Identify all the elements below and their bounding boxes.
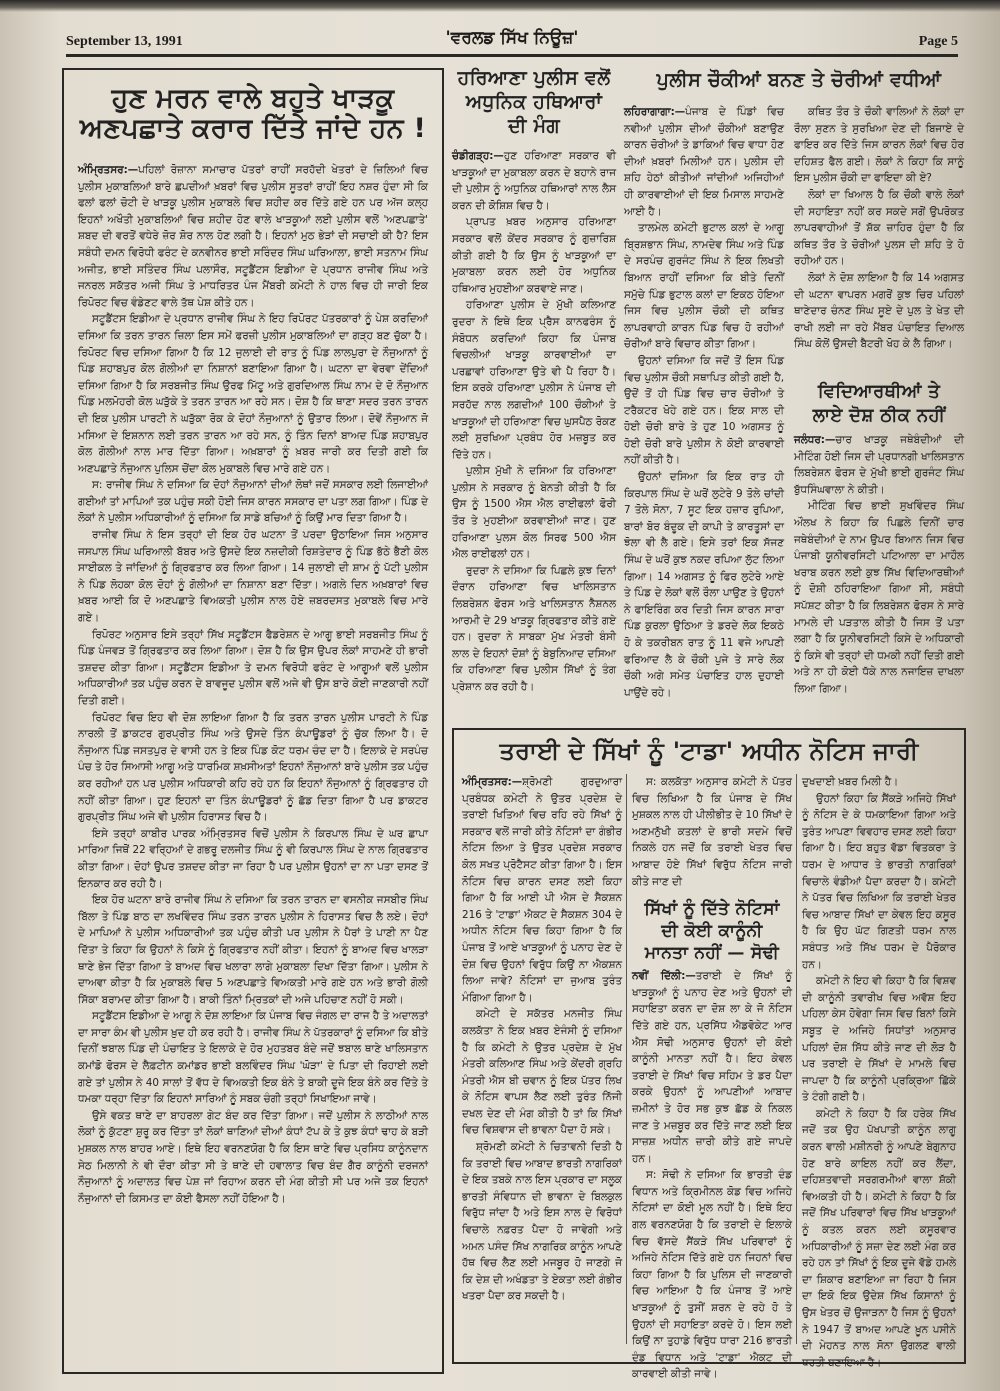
headline-line: ਲਾਏ ਦੋਸ਼ ਠੀਕ ਨਹੀਂ: [812, 405, 946, 426]
scan-edge: [0, 0, 1000, 12]
paragraph: ਪ੍ਰਾਪਤ ਖ਼ਬਰ ਅਨੁਸਾਰ ਹਰਿਆਣਾ ਸਰਕਾਰ ਵਲੋਂ ਕੇਂਦਰ ਸਰਕਾਰ ਨੂੰ ਗੁਜ਼ਾਰਿਸ਼ ਕੀਤੀ ਗਈ ਹੈ ਕਿ ਉਸ ਨੂੰ ਖਾੜਕੂਆਂ ਦਾ ਮੁਕਾਬਲਾ ਕਰਨ ਲਈ ਹੋਰ ਅਧੁਨਿਕ ਹਥਿਆਰ ਮੁਹਈਆ ਕਰਵਾਏ ਜਾਣ।: [452, 216, 616, 295]
police-posts-col1: [624, 104, 784, 699]
headline-line: ਦੀ ਮੰਗ: [508, 115, 560, 137]
paragraph: ਕਥਿਤ ਤੌਰ ਤੇ ਚੌਕੀ ਵਾਲਿਆਂ ਨੇ ਲੋਕਾਂ ਦਾ ਰੌਲਾ ਸੁਣਨ ਤੇ ਸੁਰਖਿਆ ਦੇਣ ਦੀ ਬਿਜਾਏ ਦੇ ਫਾਇਰ ਕਰ ਦਿੱਤੇ ਜਿਸ ਕਾਰਨ ਲੋਕਾਂ ਵਿਚ ਹੋਰ ਦਹਿਸ਼ਤ ਫੈਲ ਗਈ। ਲੋਕਾਂ ਨੇ ਕਿਹਾ ਕਿ ਸਾਨੂੰ ਇਸ ਪੁਲੀਸ ਚੌਕੀ ਦਾ ਫਾਇਦਾ ਕੀ ਏ?: [794, 106, 964, 185]
paragraph: ਰਾਜੀਵ ਸਿੰਘ ਨੇ ਇਸ ਤਰ੍ਹਾਂ ਦੀ ਇਕ ਹੋਰ ਘਟਨਾ ਤੋਂ ਪਰਦਾ ਉਠਾਇਆ ਜਿਸ ਅਨੁਸਾਰ ਜਸਪਾਲ ਸਿੰਘ ਘਰਿਆਲੀ ਬੱਬਰ ਅਤੇ ਉਸਦੇ ਇਕ ਨਜ਼ਦੀਕੀ ਰਿਸ਼ਤੇਦਾਰ ਨੂੰ ਪਿੰਡ ਭੱਠੇ ਭੈਣੀ ਕੋਲ ਸਾਈਕਲ ਤੇ ਜਾਂਦਿਆਂ ਨੂੰ ਗ੍ਰਿਫਤਾਰ ਕਰ ਲਿਆ ਗਿਆ। 14 ਜੁਲਾਈ ਦੀ ਸ਼ਾਮ ਨੂੰ ਪੱਟੀ ਪੁਲੀਸ ਨੇ ਪਿੰਡ ਲੋਹਕਾ ਕੋਲ ਦੋਹਾਂ ਨੂੰ ਗੋਲੀਆਂ ਦਾ ਨਿਸ਼ਾਨਾ ਬਣਾ ਦਿੱਤਾ। ਅਗਲੇ ਦਿਨ ਅਖ਼ਬਾਰਾਂ ਵਿਚ ਖ਼ਬਰ ਆਈ ਕਿ ਦੋ ਅਣਪਛਾਤੇ ਵਿਅਕਤੀ ਪੁਲੀਸ ਨਾਲ ਹੋਏ ਜ਼ਬਰਦਸਤ ਮੁਕਾਬਲੇ ਵਿਚ ਮਾਰੇ ਗਏ।: [78, 529, 428, 625]
masthead-rule: [66, 54, 958, 57]
paragraph: [794, 432, 964, 498]
column-divider: [626, 774, 627, 1344]
article-haryana: [452, 66, 616, 726]
headline-line: ਅਣਪਛਾਤੇ ਕਰਾਰ ਦਿੱਤੇ ਜਾਂਦੇ ਹਨ !: [79, 113, 427, 145]
article-students-body: [794, 432, 964, 698]
paragraph: ਉਹਨਾਂ ਕਿਹਾ ਕਿ ਸੈਂਕੜੇ ਅਜਿਹੇ ਸਿੱਖਾਂ ਨੂੰ ਨੋਟਿਸ ਦੇ ਕੇ ਧਮਕਾਇਆ ਗਿਆ ਅਤੇ ਤੁਰੰਤ ਆਪਣਾ ਵਿਵਹਾਰ ਦਸਣ ਲਈ ਕਿਹਾ ਗਿਆ ਹੈ। ਇਹ ਬਹੁਤ ਵੱਡਾ ਵਿਤਕਰਾ ਤੇ ਧਰਮ ਦੇ ਆਧਾਰ ਤੇ ਭਾਰਤੀ ਨਾਗਰਿਕਾਂ ਵਿਚਾਲੇ ਵੰਡੀਆਂ ਪੈਦਾ ਕਰਦਾ ਹੈ। ਕਮੇਟੀ ਨੇ ਪੱਤਰ ਵਿਚ ਲਿਖਿਆ ਕਿ ਤਰਾਈ ਖੇਤਰ ਵਿਚ ਆਬਾਦ ਸਿੱਖਾਂ ਦਾ ਕੇਵਲ ਇਹ ਕਸੂਰ ਹੈ ਕਿ ਉਹ ਘੱਟ ਗਿਣਤੀ ਧਰਮ ਨਾਲ ਸਬੰਧਤ ਅਤੇ ਸਿੱਖ ਧਰਮ ਦੇ ਪੈਰੋਕਾਰ ਹਨ।: [802, 792, 956, 971]
paragraph: ਉਸੇ ਵਕਤ ਥਾਣੇ ਦਾ ਬਾਹਰਲਾ ਗੇਟ ਬੰਦ ਕਰ ਦਿੱਤਾ ਗਿਆ। ਜਦੋਂ ਪੁਲੀਸ ਨੇ ਲਾਠੀਆਂ ਨਾਲ ਲੋਕਾਂ ਨੂੰ ਕੁੱਟਣਾ ਸ਼ੁਰੂ ਕਰ ਦਿੱਤਾ ਤਾਂ ਲੋਕਾਂ ਥਾਣਿਆਂ ਦੀਆਂ ਕੰਧਾਂ ਟੱਪ ਕੇ ਤੇ ਕੁਝ ਕੰਧਾਂ ਢਾਹ ਕੇ ਬੜੀ ਮੁਸ਼ਕਲ ਨਾਲ ਬਾਹਰ ਆਏ। ਇਥੇ ਇਹ ਵਰਨਣਯੋਗ ਹੈ ਕਿ ਇਸ ਥਾਣੇ ਵਿਚ ਪ੍ਰਸਿਧ ਕਾਨੂੰਨਦਾਨ ਸੇਠ ਮਿਲਾਨੀ ਨੇ ਵੀ ਦੌਰਾ ਕੀਤਾ ਸੀ ਤੇ ਥਾਣੇ ਦੀ ਹਵਾਲਾਤ ਵਿਚ ਬੰਦ ਗੈਰ ਕਾਨੂੰਨੀ ਦਰਜਨਾਂ ਨੌਜੁਆਨਾਂ ਨੂੰ ਅਦਾਲਤ ਵਿਚ ਪੇਸ਼ ਜਾਂ ਰਿਹਾਅ ਕਰਨ ਦੀ ਮੰਗ ਕੀਤੀ ਸੀ ਪਰ ਅਜੇ ਤਕ ਇਹਨਾਂ ਨੌਜੁਆਨਾਂ ਦੀ ਕਿਸਮਤ ਦਾ ਕੋਈ ਫੈਸਲਾ ਨਹੀਂ ਹੋਇਆ ਹੈ।: [78, 1109, 428, 1205]
paragraph: ਉਹਨਾਂ ਦਸਿਆ ਕਿ ਜਦੋਂ ਤੋਂ ਇਸ ਪਿੰਡ ਵਿਚ ਪੁਲੀਸ ਚੌਕੀ ਸਥਾਪਿਤ ਕੀਤੀ ਗਈ ਹੈ, ਉਦੋਂ ਤੋਂ ਹੀ ਪਿੰਡ ਵਿਚ ਚਾਰ ਚੋਰੀਆਂ ਤੇ ਟਰੈਕਟਰ ਖੋਹੇ ਗਏ ਹਨ। ਇਕ ਸਾਲ ਦੀ ਹੋਈ ਚੋਰੀ ਬਾਰੇ ਤੇ ਹੁਣ 10 ਅਗਸਤ ਨੂੰ ਹੋਈ ਚੋਰੀ ਬਾਰੇ ਪੁਲੀਸ ਨੇ ਕੋਈ ਕਾਰਵਾਈ ਨਹੀਂ ਕੀਤੀ ਹੈ।: [624, 354, 784, 467]
headline-line: ਸਿੱਖਾਂ ਨੂੰ ਦਿੱਤੇ ਨੋਟਿਸਾਂ: [644, 899, 780, 920]
paragraph: ਲੋਕਾਂ ਦਾ ਖਿਆਲ ਹੈ ਕਿ ਚੌਕੀ ਵਾਲੇ ਲੋਕਾਂ ਦੀ ਸਹਾਇਤਾ ਨਹੀਂ ਕਰ ਸਕਦੇ ਸਗੋਂ ਉਪਰੋਕਤ ਲਾਪਰਵਾਹੀਆਂ ਤੋਂ ਸ਼ੱਕ ਜ਼ਾਹਿਰ ਹੁੰਦਾ ਹੈ ਕਿ ਕਥਿਤ ਤੌਰ ਤੇ ਚੋਰੀਆਂ ਪੁਲਸ ਦੀ ਸ਼ਹਿ ਤੇ ਹੋ ਰਹੀਆਂ ਹਨ।: [794, 188, 964, 268]
article-main-body: [78, 162, 428, 1362]
paragraph: [624, 104, 784, 220]
paragraph: ਹਰਿਆਣਾ ਪੁਲੀਸ ਦੇ ਮੁੱਖੀ ਕਲਿਆਣ ਰੁਦਰਾ ਨੇ ਇਥੇ ਇਕ ਪ੍ਰੈਸ ਕਾਨਫਰੰਸ ਨੂੰ ਸੰਬੋਧਨ ਕਰਦਿਆਂ ਕਿਹਾ ਕਿ ਪੰਜਾਬ ਵਿਚਲੀਆਂ ਖਾੜਕੂ ਕਾਰਵਾਈਆਂ ਦਾ ਪਰਛਾਵਾਂ ਹਰਿਆਣਾ ਉਤੇ ਵੀ ਪੈ ਰਿਹਾ ਹੈ। ਇਸ ਕਰਕੇ ਹਰਿਆਣਾ ਪੁਲੀਸ ਨੇ ਪੰਜਾਬ ਦੀ ਸਰਹੱਦ ਨਾਲ ਲਗਦੀਆਂ 100 ਚੌਕੀਆਂ ਤੇ ਖਾੜਕੂਆਂ ਦੀ ਹਰਿਆਣਾ ਵਿਚ ਘੁਸਪੈਠ ਰੋਕਣ ਲਈ ਸੁਰਖਿਆ ਪ੍ਰਬੰਧ ਹੋਰ ਮਜ਼ਬੂਤ ਕਰ ਦਿੱਤੇ ਹਨ।: [452, 299, 616, 461]
headline-tada: ਤਰਾਈ ਦੇ ਸਿੱਖਾਂ ਨੂੰ 'ਟਾਡਾ' ਅਧੀਨ ਨੋਟਿਸ ਜਾਰੀ: [499, 737, 919, 765]
paragraph: ਸ਼੍ਰੋਮਣੀ ਕਮੇਟੀ ਨੇ ਚਿਤਾਵਨੀ ਦਿਤੀ ਹੈ ਕਿ ਤਰਾਈ ਵਿਚ ਆਬਾਦ ਭਾਰਤੀ ਨਾਗਰਿਕਾਂ ਦੇ ਇਕ ਤਬਕੇ ਨਾਲ ਇਸ ਪ੍ਰਕਾਰ ਦਾ ਸਲੂਕ ਭਾਰਤੀ ਸੰਵਿਧਾਨ ਦੀ ਭਾਵਨਾ ਦੇ ਬਿਲਕੁਲ ਵਿਰੁੱਧ ਜਾਂਦਾ ਹੈ ਅਤੇ ਇਸ ਨਾਲ ਦੇ ਵਿਰੋਧਾਂ ਵਿਚਾਲੇ ਨਫ਼ਰਤ ਪੈਦਾ ਹੋ ਜਾਵੇਗੀ ਅਤੇ ਅਮਨ ਪਸੰਦ ਸਿੱਖ ਨਾਗਰਿਕ ਕਾਨੂੰਨ ਆਪਣੇ ਹੱਥ ਵਿਚ ਲੈਣ ਲਈ ਮਜਬੂਰ ਹੋ ਜਾਣਗੇ ਜੋ ਕਿ ਦੇਸ਼ ਦੀ ਅਖੰਡਤਾ ਤੇ ਏਕਤਾ ਲਈ ਗੰਭੀਰ ਖਤਰਾ ਪੈਦਾ ਕਰ ਸਕਦੀ ਹੈ।: [462, 1141, 622, 1303]
paragraph: ਰਿਪੋਰਟ ਵਿਚ ਇਹ ਵੀ ਦੋਸ਼ ਲਾਇਆ ਗਿਆ ਹੈ ਕਿ ਤਰਨ ਤਾਰਨ ਪੁਲੀਸ ਪਾਰਟੀ ਨੇ ਪਿੰਡ ਨਾਰਲੀ ਤੋਂ ਡਾਕਟਰ ਗੁਰਪ੍ਰੀਤ ਸਿੰਘ ਅਤੇ ਉਸਦੇ ਤਿੰਨ ਕੰਪਾਊਡਰਾਂ ਨੂੰ ਚੁੱਕ ਲਿਆ ਹੈ। ਦੋ ਨੌਜੁਆਨ ਪਿੰਡ ਜਸਤਪੁਰ ਦੇ ਵਾਸੀ ਹਨ ਤੇ ਇਕ ਪਿੰਡ ਕੋਟ ਧਰਮ ਚੰਦ ਦਾ ਹੈ। ਇਲਾਕੇ ਦੇ ਸਰਪੰਚ ਪੰਚ ਤੇ ਹੋਰ ਸਿਆਸੀ ਆਗੂ ਅਤੇ ਧਾਰਮਿਕ ਸ਼ਖ਼ਸੀਅਤਾਂ ਇਹਨਾਂ ਨੌਜੁਆਨਾਂ ਬਾਰੇ ਪੁਲੀਸ ਤਕ ਪਹੁੰਚ ਕਰ ਰਹੀਆਂ ਹਨ ਪਰ ਪੁਲੀਸ ਅਧਿਕਾਰੀ ਕਹਿ ਰਹੇ ਹਨ ਕਿ ਇਹਨਾਂ ਨੌਜੁਆਨਾਂ ਨੂੰ ਗ੍ਰਿਫਤਾਰ ਹੀ ਨਹੀਂ ਕੀਤਾ ਗਿਆ। ਹੁਣ ਇਹਨਾਂ ਦਾ ਤਿੰਨ ਕੰਪਾਊਡਰਾਂ ਨੂੰ ਛੱਡ ਦਿਤਾ ਗਿਆ ਹੈ ਪਰ ਡਾਕਟਰ ਗੁਰਪ੍ਰੀਤ ਸਿੰਘ ਅਜੇ ਵੀ ਪੁਲੀਸ ਹਿਰਾਸਤ ਵਿਚ ਹੈ।: [78, 711, 428, 824]
article-main: [62, 68, 444, 1374]
headline-students: [794, 380, 964, 428]
headline-sodhi: [632, 898, 792, 964]
dateline: ਜਲੰਧਰ:—: [794, 434, 836, 446]
masthead: [66, 28, 958, 50]
paragraph: ਤਾਲਮੇਲ ਕਮੇਟੀ ਭੁਟਾਲ ਕਲਾਂ ਦੇ ਆਗੂ ਬ੍ਰਿਸ਼ਭਾਨ ਸਿੰਘ, ਨਾਮਦੇਵ ਸਿੰਘ ਅਤੇ ਪਿੰਡ ਦੇ ਸਰਪੰਚ ਗੁਰਜੰਟ ਸਿੰਘ ਨੇ ਇਕ ਲਿਖਤੀ ਬਿਆਨ ਰਾਹੀਂ ਦਸਿਆ ਕਿ ਬੀਤੇ ਦਿਨੀਂ ਸਮੁੱਚੇ ਪਿੰਡ ਭੁਟਾਲ ਕਲਾਂ ਦਾ ਇਕਠ ਹੋਇਆ ਜਿਸ ਵਿਚ ਪੁਲੀਸ ਚੌਕੀ ਦੀ ਕਥਿਤ ਲਾਪਰਵਾਹੀ ਕਾਰਨ ਪਿੰਡ ਵਿਚ ਹੋ ਰਹੀਆਂ ਚੋਰੀਆਂ ਬਾਰੇ ਵਿਚਾਰ ਕੀਤਾ ਗਿਆ।: [624, 222, 784, 351]
headline-line: ਹਰਿਆਣਾ ਪੁਲੀਸ ਵਲੋਂ: [457, 67, 611, 89]
dateline: ਲਹਿਰਾਗਾਗਾ:—: [624, 106, 686, 118]
article-tada: [452, 728, 966, 1381]
newspaper-title: 'ਵਰਲਡ ਸਿੱਖ ਨਿਊਜ਼': [445, 28, 579, 48]
paragraph: ਰਿਪੋਰਟ ਅਨੁਸਾਰ ਇਸੇ ਤਰ੍ਹਾਂ ਸਿੱਖ ਸਟੂਡੈਂਟਸ ਫੈਡਰੇਸ਼ਨ ਦੇ ਆਗੂ ਭਾਈ ਸਰਬਜੀਤ ਸਿੰਘ ਨੂੰ ਪਿੰਡ ਪੰਜਵੜ ਤੋਂ ਗ੍ਰਿਫਤਾਰ ਕਰ ਲਿਆ ਗਿਆ। ਦੋਸ਼ ਹੈ ਕਿ ਉਸ ਉਪਰ ਲੋਕਾਂ ਸਾਹਮਣੇ ਹੀ ਭਾਰੀ ਤਸ਼ਦਦ ਕੀਤਾ ਗਿਆ। ਸਟੂਡੈਂਟਸ ਇਡੀਆ ਤੇ ਦਮਨ ਵਿਰੋਧੀ ਫਰੰਟ ਦੇ ਆਗੂਆਂ ਵਲੋਂ ਪੁਲੀਸ ਅਧਿਕਾਰੀਆਂ ਤਕ ਪਹੁੰਚ ਕਰਨ ਦੇ ਬਾਵਜੂਦ ਪੁਲੀਸ ਵਲੋਂ ਅਜੇ ਵੀ ਉਸ ਬਾਰੇ ਕੋਈ ਜਾਣਕਾਰੀ ਨਹੀਂ ਦਿਤੀ ਗਈ।: [78, 628, 428, 707]
dateline: ਚੰਡੀਗੜ੍ਹ:—: [452, 150, 504, 162]
paragraph: ਪੁਲੀਸ ਮੁੱਖੀ ਨੇ ਦਸਿਆ ਕਿ ਹਰਿਆਣਾ ਪੁਲੀਸ ਨੇ ਸਰਕਾਰ ਨੂੰ ਬੇਨਤੀ ਕੀਤੀ ਹੈ ਕਿ ਉਸ ਨੂੰ 1500 ਐਸ ਐਲ ਰਾਈਫਲਾਂ ਫੋਰੀ ਤੌਰ ਤੇ ਮੁਹਈਆ ਕਰਵਾਈਆਂ ਜਾਣ। ਹੁਣ ਹਰਿਆਣਾ ਪੁਲਸ ਕੋਲ ਸਿਰਫ 500 ਐਸ ਐਲ ਰਾਈਫਲਾਂ ਹਨ।: [452, 465, 616, 561]
paragraph: ਕਮੇਟੀ ਨੇ ਕਿਹਾ ਹੈ ਕਿ ਹਰੇਕ ਸਿੱਖ ਜਦੋਂ ਤਕ ਉਹ ਪੱਖਪਾਤੀ ਕਾਨੂੰਨ ਲਾਗੂ ਕਰਨ ਵਾਲੀ ਮਸ਼ੀਨਰੀ ਨੂੰ ਆਪਣੇ ਬੇਗੁਨਾਹ ਹੋਣ ਬਾਰੇ ਕਾਇਲ ਨਹੀਂ ਕਰ ਲੈਂਦਾ, ਦਹਿਸ਼ਤਵਾਦੀ ਸਰਗਰਮੀਆਂ ਵਾਲਾ ਸ਼ੱਕੀ ਵਿਅਕਤੀ ਹੀ ਹੈ। ਕਮੇਟੀ ਨੇ ਕਿਹਾ ਹੈ ਕਿ ਜਦੋਂ ਸਿੱਖ ਪਰਿਵਾਰਾਂ ਵਿਚ ਸਿੱਖ ਖਾੜਕੂਆਂ ਨੂੰ ਕਤਲ ਕਰਨ ਲਈ ਕਸੂਰਵਾਰ ਅਧਿਕਾਰੀਆਂ ਨੂੰ ਸਜ਼ਾ ਦੇਣ ਲਈ ਮੰਗ ਕਰ ਰਹੇ ਹਨ ਤਾਂ ਸਿੱਖਾਂ ਨੂੰ ਇਕ ਦੂਜੇ ਵੱਡੇ ਹਮਲੇ ਦਾ ਸ਼ਿਕਾਰ ਬਣਾਇਆ ਜਾ ਰਿਹਾ ਹੈ ਜਿਸ ਦਾ ਇਕੋ ਇਕ ਉਦੇਸ਼ ਸਿੱਖ ਕਿਸਾਨਾਂ ਨੂੰ ਉਸ ਖੇਤਰ ਚੋਂ ਉਜਾੜਨਾ ਹੈ ਜਿਸ ਨੂੰ ਉਹਨਾਂ ਨੇ 1947 ਤੋਂ ਬਾਅਦ ਆਪਣੇ ਖ਼ੂਨ ਪਸੀਨੇ ਦੀ ਮੇਹਨਤ ਨਾਲ ਸੋਨਾ ਉਗਲਣ ਵਾਲੀ ਧਰਤੀ ਬਣਾਇਆ ਹੈ।: [802, 1107, 956, 1369]
paragraph: ਉਹਨਾਂ ਦਸਿਆ ਕਿ ਇਕ ਰਾਤ ਹੀ ਕਿਰਪਾਲ ਸਿੰਘ ਦੇ ਘਰੋਂ ਲੁਟੇਰੇ 9 ਤੋਲੇ ਚਾਂਦੀ 7 ਤੋਲੇ ਸੋਨਾ, 7 ਸੂਟ ਇਕ ਹਜ਼ਾਰ ਰੁਪਿਆ, ਬਾਰਾਂ ਬੋਰ ਬੰਦੂਕ ਦੀ ਕਾਪੀ ਤੇ ਕਾਰਤੂਸਾਂ ਦਾ ਝੋਲਾ ਵੀ ਲੈ ਗਏ। ਇਸੇ ਤਰਾਂ ਇਕ ਸੱਜਣ ਸਿੰਘ ਦੇ ਘਰੋਂ ਕੁਝ ਨਕਦ ਰਪਿਆ ਲੁੱਟ ਲਿਆ ਗਿਆ। 14 ਅਗਸਤ ਨੂੰ ਫਿਰ ਲੁਟੇਰੇ ਆਏ ਤੇ ਪਿੰਡ ਦੇ ਲੋਕਾਂ ਵਲੋਂ ਰੌਲਾ ਪਾਉਣ ਤੇ ਉਹਨਾਂ ਨੇ ਫਾਇਰਿੰਗ ਕਰ ਦਿਤੀ ਜਿਸ ਕਾਰਨ ਸਾਰਾ ਪਿੰਡ ਕੁਰਲਾ ਉਠਿਆ ਤੇ ਡਰਦੇ ਲੋਕ ਇਕਠੇ ਹੋ ਕੇ ਤਕਰੀਬਨ ਰਾਤ ਨੂੰ 11 ਵਜੇ ਆਪਣੀ ਫਰਿਆਦ ਲੈ ਕੇ ਚੌਕੀ ਪੁਜੇ ਤੇ ਸਾਰੇ ਲੋਕ ਚੌਕੀ ਅਗੇ ਸਮੇਤ ਪੰਚਾਇਤ ਹਾਲ ਦੁਹਾਈ ਪਾਉਂਦੇ ਰਹੇ।: [624, 471, 784, 699]
headline-haryana: [452, 66, 616, 138]
paragraph: [462, 774, 622, 1006]
headline-line: ਦੀ ਕੋਈ ਕਾਨੂੰਨੀ: [661, 921, 763, 942]
column-divider: [796, 774, 797, 1344]
dateline: ਅੰਮ੍ਰਿਤਸਰ:—: [462, 776, 523, 788]
dateline: ਨਵੀਂ ਦਿੱਲੀ:—: [632, 970, 696, 983]
paragraph: [78, 162, 428, 311]
paragraph-text: ਸ਼੍ਰੋਮਣੀ ਗੁਰਦੁਆਰਾ ਪ੍ਰਬੰਧਕ ਕਮੇਟੀ ਨੇ ਉਤਰ ਪ੍ਰਦੇਸ਼ ਦੇ ਤਰਾਈ ਖਿਤਿਆਂ ਵਿਚ ਰਹਿ ਰਹੇ ਸਿੱਖਾਂ ਨੂੰ ਸਰਕਾਰ ਵਲੋਂ ਜਾਰੀ ਕੀਤੇ ਨੋਟਿਸਾਂ ਦਾ ਗੰਭੀਰ ਨੋਟਿਸ ਲਿਆ ਤੇ ਉਤਰ ਪ੍ਰਦੇਸ਼ ਸਰਕਾਰ ਕੋਲ ਸਖਤ ਪ੍ਰੋਟੈਸਟ ਕੀਤਾ ਗਿਆ ਹੈ। ਇਸ ਨੋਟਿਸ ਵਿਚ ਕਾਰਨ ਦਸਣ ਲਈ ਕਿਹਾ ਗਿਆ ਹੈ ਕਿ ਆਈ ਪੀ ਐਸ ਦੇ ਸੈਕਸ਼ਨ 216 ਤੇ 'ਟਾਡਾ' ਐਕਟ ਦੇ ਸੈਕਸ਼ਨ 304 ਦੇ ਅਧੀਨ ਨੋਟਿਸ ਵਿਚ ਕਿਹਾ ਗਿਆ ਹੈ ਕਿ ਪੰਜਾਬ ਤੋਂ ਆਏ ਖਾੜਕੂਆਂ ਨੂੰ ਪਨਾਹ ਦੇਣ ਦੇ ਦੋਸ਼ ਵਿਚ ਉਹਨਾਂ ਵਿਰੁੱਧ ਕਿਉਂ ਨਾ ਐਕਸ਼ਨ ਲਿਆ ਜਾਵੇ? ਨੋਟਿਸਾਂ ਦਾ ਜੁਆਬ ਤੁਰੰਤ ਮੰਗਿਆ ਗਿਆ ਹੈ।: [462, 776, 622, 1004]
paragraph: ਦੁਖਦਾਈ ਖ਼ਬਰ ਮਿਲੀ ਹੈ।: [802, 776, 899, 788]
dateline: ਅੰਮ੍ਰਿਤਸਰ:—: [78, 164, 139, 176]
headline-line: ਹੁਣ ਮਰਨ ਵਾਲੇ ਬਹੁਤੇ ਖਾੜਕੂ: [111, 83, 395, 114]
tada-col1: [462, 774, 622, 1354]
paragraph: ਇਕ ਹੋਰ ਘਟਨਾ ਬਾਰੇ ਰਾਜੀਵ ਸਿੰਘ ਨੇ ਦਸਿਆ ਕਿ ਤਰਨ ਤਾਰਨ ਦਾ ਵਸਨੀਕ ਜਸਬੀਰ ਸਿੰਘ ਬਿੱਲਾ ਤੇ ਪਿੰਡ ਬਾਠ ਦਾ ਲਖਵਿੰਦਰ ਸਿੰਘ ਤਰਨ ਤਾਰਨ ਪੁਲੀਸ ਨੇ ਹਿਰਾਸਤ ਵਿਚ ਲੈ ਲਏ। ਦੋਹਾਂ ਦੇ ਮਾਪਿਆਂ ਨੇ ਪੁਲੀਸ ਅਧਿਕਾਰੀਆਂ ਤਕ ਪਹੁੰਚ ਕੀਤੀ ਪਰ ਪੁਲੀਸ ਨੇ ਪੈਰਾਂ ਤੇ ਪਾਣੀ ਨਾ ਪੈਣ ਦਿੱਤਾ ਤੇ ਕਿਹਾ ਕਿ ਉਹਨਾਂ ਨੇ ਕਿਸੇ ਨੂੰ ਗ੍ਰਿਫਤਾਰ ਨਹੀਂ ਕੀਤਾ। ਇਹਨਾਂ ਨੂੰ ਬਾਅਦ ਵਿਚ ਖਾਲੜਾ ਥਾਣੇ ਭੇਜ ਦਿੱਤਾ ਗਿਆ ਤੇ ਬਾਅਦ ਵਿਚ ਖਲਾਰਾ ਲਾਗੇ ਮੁਕਾਬਲਾ ਦਿਖਾ ਦਿੱਤਾ ਗਿਆ। ਪੁਲੀਸ ਨੇ ਦਾਅਵਾ ਕੀਤਾ ਹੈ ਕਿ ਮੁਕਾਬਲੇ ਵਿਚ 5 ਅਣਪਛਾਤੇ ਵਿਅਕਤੀ ਮਾਰੇ ਗਏ ਹਨ ਅਤੇ ਭਾਰੀ ਗੋਲੀ ਸਿੱਕਾ ਬਰਾਮਦ ਕੀਤਾ ਗਿਆ ਹੈ। ਬਾਕੀ ਤਿੰਨਾਂ ਮ੍ਰਿਤਕਾਂ ਦੀ ਅਜੇ ਪਹਿਚਾਣ ਨਹੀਂ ਹੋ ਸਕੀ।: [78, 894, 428, 1006]
paragraph: ਸਟੂਡੈਂਟਸ ਇਡੀਆ ਦੇ ਪ੍ਰਧਾਨ ਰਾਜੀਵ ਸਿੰਘ ਨੇ ਇਹ ਰਿਪੋਰਟ ਪੱਤਰਕਾਰਾਂ ਨੂੰ ਪੇਸ਼ ਕਰਦਿਆਂ ਦਸਿਆ ਕਿ ਤਰਨ ਤਾਰਨ ਜ਼ਿਲਾ ਇਸ ਸਮੇਂ ਫਰਜ਼ੀ ਪੁਲੀਸ ਮੁਕਾਬਲਿਆਂ ਦਾ ਗੜ੍ਹ ਬਣ ਚੁੱਕਾ ਹੈ। ਰਿਪੋਰਟ ਵਿਚ ਦਸਿਆ ਗਿਆ ਹੈ ਕਿ 12 ਜੁਲਾਈ ਦੀ ਰਾਤ ਨੂੰ ਪਿੰਡ ਲਾਲਪੁਰਾ ਦੇ ਨੌਜੁਆਨਾਂ ਨੂੰ ਪਿੰਡ ਸ਼ਹਾਬਪੁਰ ਕੋਲ ਗੋਲੀਆਂ ਦਾ ਨਿਸ਼ਾਨਾਂ ਬਣਾਇਆ ਗਿਆ ਹੈ। ਘਟਨਾ ਦਾ ਵੇਰਵਾ ਦੇਂਦਿਆਂ ਦਸਿਆ ਗਿਆ ਹੈ ਕਿ ਸਰਬਜੀਤ ਸਿੰਘ ਉਰਫ ਮਿੱਟੂ ਅਤੇ ਗੁਰਦਿਆਲ ਸਿੰਘ ਨਾਮ ਦੇ ਦੋ ਨੌਜੁਆਨ ਪਿੰਡ ਮਲਮੋਹਰੀ ਕੋਲ ਘੜੁੱਕੇ ਤੇ ਤਰਨ ਤਾਰਨ ਆ ਰਹੇ ਸਨ। ਦੋਸ਼ ਹੈ ਕਿ ਥਾਣਾ ਸਦਰ ਤਰਨ ਤਾਰਨ ਦੀ ਇਕ ਪੁਲੀਸ ਪਾਰਟੀ ਨੇ ਘੜੁੱਕਾ ਰੋਕ ਕੇ ਦੋਹਾਂ ਨੌਜੁਆਨਾਂ ਨੂੰ ਉਤਾਰ ਲਿਆ। ਦੋਵੇਂ ਨੌਜੁਆਨ ਜੋ ਮਸਿਆ ਦੇ ਇਸ਼ਨਾਨ ਲਈ ਤਰਨ ਤਾਰਨ ਆ ਰਹੇ ਸਨ, ਨੂੰ ਤਿੰਨ ਦਿਨਾਂ ਬਾਅਦ ਪਿੰਡ ਸ਼ਹਾਬਪੁਰ ਕੋਲ ਗੋਲੀਆਂ ਨਾਲ ਮਾਰ ਦਿੱਤਾ ਗਿਆ। ਅਖ਼ਬਾਰਾਂ ਨੂੰ ਖ਼ਬਰ ਜਾਰੀ ਕਰ ਦਿਤੀ ਗਈ ਕਿ ਅਣਪਛਾਤੇ ਨੌਜੁਆਨ ਪੁਲਿਸ ਚੋਂਦਾ ਕੋਲ ਮੁਕਾਬਲੇ ਵਿਚ ਮਾਰੇ ਗਏ ਹਨ।: [78, 313, 428, 475]
paragraph: ਸ: ਸੋਢੀ ਨੇ ਦਸਿਆ ਕਿ ਭਾਰਤੀ ਦੰਡ ਵਿਧਾਨ ਅਤੇ ਕ੍ਰਿਮੀਨਲ ਕੋਡ ਵਿਚ ਅਜਿਹੇ ਨੋਟਿਸਾਂ ਦਾ ਕੋਈ ਮੂਲ ਨਹੀਂ ਹੈ। ਇਥੇ ਇਹ ਗਲ ਵਰਨਣਯੋਗ ਹੈ ਕਿ ਤਰਾਈ ਦੇ ਇਲਾਕੇ ਵਿਚ ਵੱਸਦੇ ਸੈਂਕੜੇ ਸਿੱਖ ਪਰਿਵਾਰਾਂ ਨੂੰ ਅਜਿਹੇ ਨੋਟਿਸ ਦਿੱਤੇ ਗਏ ਹਨ ਜਿਹਨਾਂ ਵਿਚ ਕਿਹਾ ਗਿਆ ਹੈ ਕਿ ਪੁਲਿਸ ਦੀ ਜਾਣਕਾਰੀ ਵਿਚ ਆਇਆ ਹੈ ਕਿ ਪੰਜਾਬ ਤੋਂ ਆਏ ਖਾੜਕੂਆਂ ਨੂੰ ਤੁਸੀਂ ਸ਼ਰਨ ਦੇ ਰਹੇ ਹੋ ਤੇ ਉਹਨਾਂ ਦੀ ਸਹਾਇਤਾ ਕਰਦੇ ਹੋ। ਇਸ ਲਈ ਕਿਉਂ ਨਾ ਤੁਹਾਡੇ ਵਿਰੁੱਧ ਧਾਰਾ 216 ਭਾਰਤੀ ਦੰਡ ਵਿਧਾਨ ਅਤੇ 'ਟਾਡਾ' ਐਕਟ ਦੀ ਕਾਰਵਾਈ ਕੀਤੀ ਜਾਵੇ।: [632, 1169, 792, 1381]
paragraph: ਸ: ਕਲਕੱਤਾ ਅਨੁਸਾਰ ਕਮੇਟੀ ਨੇ ਪੱਤਰ ਵਿਚ ਲਿਖਿਆ ਹੈ ਕਿ ਪੰਜਾਬ ਦੇ ਸਿੱਖ ਮੁਸ਼ਕਲ ਨਾਲ ਹੀ ਪੀਲੀਭੀਤ ਦੇ 10 ਸਿੱਖਾਂ ਦੇ ਅਣਮਨੁੱਖੀ ਕਤਲਾਂ ਦੇ ਭਾਰੀ ਸਦਮੇ ਵਿਚੋਂ ਨਿਕਲੇ ਹਨ ਜਦੋਂ ਕਿ ਤਰਾਈ ਖੇਤਰ ਵਿਚ ਆਬਾਦ ਹੋਏ ਸਿੱਖਾਂ ਵਿਰੁੱਧ ਨੋਟਿਸ ਜਾਰੀ ਕੀਤੇ ਜਾਣ ਦੀ: [632, 776, 792, 888]
article-haryana-body: [452, 148, 616, 696]
paragraph: [452, 148, 616, 214]
headline-line: ਮਾਨਤਾ ਨਹੀਂ — ਸੋਢੀ: [644, 943, 780, 964]
paragraph: ਕਮੇਟੀ ਦੇ ਸਕੱਤਰ ਮਨਜੀਤ ਸਿੰਘ ਕਲਕੱਤਾ ਨੇ ਇਕ ਖ਼ਬਰ ਏਜੰਸੀ ਨੂੰ ਦਸਿਆ ਹੈ ਕਿ ਕਮੇਟੀ ਨੇ ਉਤਰ ਪ੍ਰਦੇਸ਼ ਦੇ ਮੁੱਖ ਮੰਤਰੀ ਕਲਿਆਣ ਸਿੰਘ ਅਤੇ ਕੇਂਦਰੀ ਗ੍ਰਹਿ ਮੰਤਰੀ ਐਸ ਬੀ ਚਵਾਨ ਨੂੰ ਇਕ ਪੱਤਰ ਲਿਖ ਕੇ ਨੋਟਿਸ ਵਾਪਸ ਲੈਣ ਲਈ ਤੁਰੰਤ ਨਿੱਜੀ ਦਖਲ ਦੇਣ ਦੀ ਮੰਗ ਕੀਤੀ ਹੈ ਤਾਂ ਕਿ ਸਿੱਖਾਂ ਵਿਚ ਵਿਸ਼ਵਾਸ ਦੀ ਭਾਵਨਾ ਪੈਦਾ ਹੋ ਸਕੇ।: [462, 1008, 622, 1137]
headline-main: [64, 84, 442, 144]
headline-line: ਅਧੁਨਿਕ ਹਥਿਆਰਾਂ: [465, 91, 603, 113]
tada-col3: [802, 774, 956, 1369]
paragraph-text: ਚਾਰ ਖਾੜਕੂ ਜਥੇਬੰਦੀਆਂ ਦੀ ਮੀਟਿੰਗ ਹੋਈ ਜਿਸ ਦੀ ਪ੍ਰਧਾਨਗੀ ਖਾਲਿਸਤਾਨ ਲਿਬਰੇਸ਼ਨ ਫੋਰਸ ਦੇ ਮੁੱਖੀ ਭਾਈ ਗੁਰਜੰਟ ਸਿੰਘ ਬੁੱਧਸਿੰਘਵਾਲਾ ਨੇ ਕੀਤੀ।: [794, 434, 964, 496]
paragraph-text: ਹੁਣ ਹਰਿਆਣਾ ਸਰਕਾਰ ਵੀ ਖਾੜਕੂਆਂ ਦਾ ਮੁਕਾਬਲਾ ਕਰਨ ਦੇ ਬਹਾਨੇ ਰਾਜ ਦੀ ਪੁਲੀਸ ਨੂੰ ਅਧੁਨਿਕ ਹਥਿਆਰਾਂ ਨਾਲ ਲੈਸ ਕਰਨ ਦੀ ਕੋਸ਼ਿਸ਼ ਵਿਚ ਹੈ।: [452, 150, 616, 212]
paragraph-text: ਤਰਾਈ ਦੇ ਸਿੱਖਾਂ ਨੂੰ ਖਾੜਕੂਆਂ ਨੂੰ ਪਨਾਹ ਦੇਣ ਅਤੇ ਉਹਨਾਂ ਦੀ ਸਹਾਇਤਾ ਕਰਨ ਦਾ ਦੋਸ਼ ਲਾ ਕੇ ਜੋ ਨੋਟਿਸ ਦਿੱਤੇ ਗਏ ਹਨ, ਪ੍ਰਸਿੱਧ ਐਡਵੋਕੇਟ ਆਰ ਐਸ ਸੋਢੀ ਅਨੁਸਾਰ ਉਹਨਾਂ ਦੀ ਕੋਈ ਕਾਨੂੰਨੀ ਮਾਨਤਾ ਨਹੀਂ ਹੈ। ਇਹ ਕੇਵਲ ਤਰਾਈ ਦੇ ਸਿੱਖਾਂ ਵਿਚ ਸਹਿਮ ਤੇ ਡਰ ਪੈਦਾ ਕਰਕੇ ਉਹਨਾਂ ਨੂੰ ਆਪਣੀਆਂ ਆਬਾਦ ਜ਼ਮੀਨਾਂ ਤੇ ਹੋਰ ਸਭ ਕੁਝ ਛੱਡ ਕੇ ਨਿਕਲ ਜਾਣ ਤੇ ਮਜ਼ਬੂਰ ਕਰ ਦਿੱਤੇ ਜਾਣ ਲਈ ਇਕ ਸਾਜ਼ਸ਼ ਅਧੀਨ ਜ਼ਾਰੀ ਕੀਤੇ ਗਏ ਜਾਪਦੇ ਹਨ।: [632, 970, 793, 1165]
paragraph: ਇਸੇ ਤਰ੍ਹਾਂ ਕਾਬੀਰ ਪਾਰਕ ਅੰਮ੍ਰਿਤਸਰ ਵਿਚੋਂ ਪੁਲੀਸ ਨੇ ਕਿਰਪਾਲ ਸਿੰਘ ਦੇ ਘਰ ਛਾਪਾ ਮਾਰਿਆ ਜਿਥੋਂ 22 ਵਰ੍ਹਿਆਂ ਦੇ ਗਭਰੂ ਦਲਜੀਤ ਸਿੰਘ ਨੂੰ ਵੀ ਕਿਰਪਾਲ ਸਿੰਘ ਦੇ ਨਾਲ ਗ੍ਰਿਫਤਾਰ ਕੀਤਾ ਗਿਆ। ਦੋਹਾਂ ਉਪਰ ਤਸ਼ਦਦ ਕੀਤਾ ਜਾ ਰਿਹਾ ਹੈ ਪਰ ਪੁਲੀਸ ਉਹਨਾਂ ਦਾ ਨਾ ਪਤਾ ਦਸਣ ਤੋਂ ਇਨਕਾਰ ਕਰ ਰਹੀ ਹੈ।: [78, 827, 428, 890]
paragraph: ਰੁਦਰਾ ਨੇ ਦਸਿਆ ਕਿ ਪਿਛਲੇ ਕੁਝ ਦਿਨਾਂ ਦੌਰਾਨ ਹਰਿਆਣਾ ਵਿਚ ਖਾਲਿਸਤਾਨ ਲਿਬਰੇਸ਼ਨ ਫੋਰਸ ਅਤੇ ਖਾਲਿਸਤਾਨ ਨੈਸ਼ਨਲ ਆਰਮੀ ਦੇ 29 ਖਾੜਕੂ ਗ੍ਰਿਫਤਾਰ ਕੀਤੇ ਗਏ ਹਨ। ਰੁਦਰਾ ਨੇ ਸਾਬਕਾ ਮੁੱਖ ਮੰਤਰੀ ਬੰਸੀ ਲਾਲ ਦੇ ਇਹਨਾਂ ਦੋਸ਼ਾਂ ਨੂੰ ਬੇਬੁਨਿਆਦ ਦਸਿਆ ਕਿ ਹਰਿਆਣਾ ਵਿਚ ਪੁਲੀਸ ਸਿੱਖਾਂ ਨੂੰ ਤੰਗ ਪ੍ਰੇਸ਼ਾਨ ਕਰ ਰਹੀ ਹੈ।: [452, 564, 616, 693]
paragraph: ਸ: ਰਾਜੀਵ ਸਿੰਘ ਨੇ ਦਸਿਆ ਕਿ ਦੋਹਾਂ ਨੌਜੁਆਨਾਂ ਦੀਆਂ ਲੋਥਾਂ ਜਦੋਂ ਸਸਕਾਰ ਲਈ ਲਿਜਾਈਆਂ ਗਈਆਂ ਤਾਂ ਮਾਪਿਆਂ ਤਕ ਪਹੁੰਚ ਸਕੀ ਹੋਈ ਜਿਸ ਕਾਰਨ ਸਸਕਾਰ ਦਾ ਪਤਾ ਲਗ ਗਿਆ। ਪਿੰਡ ਦੇ ਲੋਕਾਂ ਨੇ ਪੁਲੀਸ ਅਧਿਕਾਰੀਆਂ ਨੂੰ ਦਸਿਆ ਕਿ ਸਾਡੇ ਬਚਿਆਂ ਨੂੰ ਕਿਉਂ ਮਾਰ ਦਿਤਾ ਗਿਆ ਹੈ।: [78, 479, 428, 525]
paragraph: ਸਟੂਡੈਂਟਸ ਇਡੀਆ ਦੇ ਆਗੂ ਨੇ ਦੋਸ਼ ਲਾਇਆ ਕਿ ਪੰਜਾਬ ਵਿਚ ਜੰਗਲ ਦਾ ਰਾਜ ਹੈ ਤੇ ਅਦਾਲਤਾਂ ਦਾ ਸਾਰਾ ਕੰਮ ਵੀ ਪੁਲੀਸ ਖ਼ੁਦ ਹੀ ਕਰ ਰਹੀ ਹੈ। ਰਾਜੀਵ ਸਿੰਘ ਨੇ ਪੱਤਰਕਾਰਾਂ ਨੂੰ ਦਸਿਆ ਕਿ ਬੀਤੇ ਦਿਨੀਂ ਝਬਾਲ ਪਿੰਡ ਦੀ ਪੰਚਾਇਤ ਤੇ ਇਲਾਕੇ ਦੇ ਹੋਰ ਮੁਹਤਬਰ ਬੰਦੇ ਜਦੋਂ ਝਬਾਲ ਥਾਣੇ ਖਾਲਿਸਤਾਨ ਕਮਾਂਡੋ ਫੋਰਸ ਦੇ ਲੈਫ਼ਟੀਨ ਕਮਾਂਡਰ ਭਾਈ ਬਲਵਿੰਦਰ ਸਿੰਘ 'ਘੋੜਾ' ਦੇ ਪਿਤਾ ਦੀ ਰਿਹਾਈ ਲਈ ਗਏ ਤਾਂ ਪੁਲੀਸ ਨੇ 40 ਸਾਲਾਂ ਤੋਂ ਵੱਧ ਦੇ ਵਿਅਕਤੀ ਇਕ ਬੰਨੇ ਤੇ ਬਾਕੀ ਦੂਜੇ ਇਕ ਬੰਨੇ ਕਰ ਦਿੱਤੇ ਤੇ ਧਮਕਾ ਧਰ੍ਹਾ ਦਿੱਤਾ ਕਿ ਇਹਨਾਂ ਸਾਰਿਆਂ ਨੂੰ ਸਬਕ ਚੰਗੀ ਤਰ੍ਹਾਂ ਸਿਖਾਇਆ ਜਾਵੇ।: [78, 1010, 428, 1106]
tada-col2: [632, 774, 793, 1381]
paragraph: ਮੀਟਿੰਗ ਵਿਚ ਭਾਈ ਸੁਖਵਿੰਦਰ ਸਿੰਘ ਔਲਖ ਨੇ ਕਿਹਾ ਕਿ ਪਿਛਲੇ ਦਿਨੀਂ ਚਾਰ ਜਥੇਬੰਦੀਆਂ ਦੇ ਨਾਮ ਉਪਰ ਬਿਆਨ ਜਿਸ ਵਿਚ ਪੰਜਾਬੀ ਯੂਨੀਵਰਸਿਟੀ ਪਟਿਆਲਾ ਦਾ ਮਾਹੌਲ ਖਰਾਬ ਕਰਨ ਲਈ ਕੁਝ ਸਿੱਖ ਵਿਦਿਆਰਥੀਆਂ ਨੂੰ ਦੋਸ਼ੀ ਠਹਿਰਾਇਆ ਗਿਆ ਸੀ, ਸਬੰਧੀ ਸਪੱਸ਼ਟ ਕੀਤਾ ਹੈ ਕਿ ਲਿਬਰੇਸ਼ਨ ਫੋਰਸ ਨੇ ਸਾਰੇ ਮਾਮਲੇ ਦੀ ਪੜਤਾਲ ਕੀਤੀ ਹੈ ਜਿਸ ਤੋਂ ਪਤਾ ਲਗਾ ਹੈ ਕਿ ਯੂਨੀਵਰਸਿਟੀ ਕਿਸੇ ਦੇ ਅਧਿਕਾਰੀ ਨੂੰ ਕਿਸੇ ਵੀ ਤਰ੍ਹਾਂ ਦੀ ਧਮਕੀ ਨਹੀਂ ਦਿਤੀ ਗਈ ਅਤੇ ਨਾ ਹੀ ਕੋਈ ਧੱਕੇ ਨਾਲ ਨਜਾਇਜ਼ ਦਾਖਲਾ ਲਿਆ ਗਿਆ।: [794, 500, 964, 695]
paragraph-text: ਪਹਿਲਾਂ ਰੋਜ਼ਾਨਾ ਸਮਾਚਾਰ ਪੱਤਰਾਂ ਰਾਹੀਂ ਸਰਹੱਦੀ ਖੇਤਰਾਂ ਦੇ ਜ਼ਿਲਿਆਂ ਵਿਚ ਪੁਲੀਸ ਮੁਕਾਬਲਿਆਂ ਬਾਰੇ ਛਪਦੀਆਂ ਖ਼ਬਰਾਂ ਵਿਚ ਪੁਲੀਸ ਸੂਤਰਾਂ ਰਾਹੀਂ ਇਹ ਨਸ਼ਰ ਹੁੰਦਾ ਸੀ ਕਿ ਫਲਾਂ ਫਲਾਂ ਚੋਟੀ ਦੇ ਖਾੜਕੂ ਪੁਲੀਸ ਮੁਕਾਬਲੇ ਵਿਚ ਸ਼ਹੀਦ ਕਰ ਦਿੱਤੇ ਗਏ ਹਨ ਪਰ ਅੱਜ ਕਲ੍ਹ ਇਹਨਾਂ ਅਖੌਤੀ ਮੁਕਾਬਲਿਆਂ ਵਿਚ ਸ਼ਹੀਦ ਹੋਣ ਵਾਲੇ ਖਾੜਕੂਆਂ ਲਈ ਪੁਲੀਸ ਵਲੋਂ 'ਅਣਪਛਾਤੇ' ਸ਼ਬਦ ਦੀ ਵਰਤੋਂ ਵਧੇਰੇ ਜ਼ੋਰ ਸ਼ੋਰ ਨਾਲ ਹੋਣ ਲਗੀ ਹੈ। ਇਹਨਾਂ ਮੁਠ ਭੇੜਾਂ ਦੀ ਸਚਾਈ ਕੀ ਹੈ? ਇਸ ਸਬੰਧੀ ਦਮਨ ਵਿਰੋਧੀ ਫਰੰਟ ਦੇ ਕਨਵੀਨਰ ਭਾਈ ਸਰਿੰਦਰ ਸਿੰਘ ਘਰਿਆਲਾ, ਭਾਈ ਸਤਨਾਮ ਸਿੰਘ ਅਜੀਤ, ਭਾਈ ਸਤਿੰਦਰ ਸਿੰਘ ਪਲਾਸੌਰ, ਸਟੂਡੈਂਟਸ ਇਡੀਆ ਦੇ ਪ੍ਰਧਾਨ ਰਾਜੀਵ ਸਿੰਘ ਅਤੇ ਜਨਰਲ ਸਕੱਤਰ ਅਜੀ ਸਿੰਘ ਤੇ ਮਾਧਰਿਤਰ ਪੰਜ ਮੈਂਬਰੀ ਕਮੇਟੀ ਨੇ ਹਾਲ ਵਿਚ ਹੀ ਜਾਰੀ ਇਕ ਰਿਪੋਰਟ ਵਿਚ ਵੰਡੇਣਟ ਵਾਲੇ ਤੱਥ ਪੇਸ਼ ਕੀਤੇ ਹਨ।: [78, 164, 428, 309]
page-number: Page 5: [918, 34, 958, 49]
headline-line: ਵਿਦਿਆਰਥੀਆਂ ਤੇ: [817, 381, 941, 402]
issue-date: September 13, 1991: [66, 34, 183, 49]
paragraph-text: ਪੰਜਾਬ ਦੇ ਪਿੰਡਾਂ ਵਿਚ ਨਵੀਆਂ ਪੁਲੀਸ ਦੀਆਂ ਚੌਕੀਆਂ ਬਣਾਉਣ ਕਾਰਨ ਚੋਰੀਆਂ ਤੇ ਡਾਕਿਆਂ ਵਿਚ ਵਾਧਾ ਹੋਣ ਦੀਆਂ ਖ਼ਬਰਾਂ ਮਿਲੀਆਂ ਹਨ। ਪੁਲੀਸ ਦੀ ਸ਼ਹਿ ਹੇਠਾਂ ਕੀਤੀਆਂ ਜਾਂਦੀਆਂ ਅਜਿਹੀਆਂ ਹੀ ਕਾਰਵਾਈਆਂ ਦੀ ਇਕ ਮਿਸਾਲ ਸਾਹਮਣੇ ਆਈ ਹੈ।: [624, 106, 784, 218]
paragraph: ਲੋਕਾਂ ਨੇ ਦੋਸ਼ ਲਾਇਆ ਹੈ ਕਿ 14 ਅਗਸਤ ਦੀ ਘਟਨਾ ਵਾਪਰਨ ਮਗਰੋਂ ਕੁਝ ਚਿਰ ਪਹਿਲਾਂ ਥਾਣੇਦਾਰ ਚੰਨਣ ਸਿੰਘ ਸੂਏ ਦੇ ਪੁਲ ਤੇ ਖੇਤ ਦੀ ਰਾਖੀ ਲਈ ਜਾ ਰਹੇ ਮੈਂਬਰ ਪੰਚਾਇਤ ਦਿਆਲ ਸਿੰਘ ਕੋਲੋਂ ਉਸਦੀ ਬੈਟਰੀ ਖੋਹ ਕੇ ਲੈ ਗਿਆ।: [794, 271, 964, 351]
headline-police-posts: ਪੁਲੀਸ ਚੌਕੀਆਂ ਬਨਣ ਤੇ ਚੋਰੀਆਂ ਵਧੀਆਂ: [656, 69, 942, 91]
article-students: [794, 380, 964, 720]
police-posts-col2: [794, 104, 964, 374]
paragraph: [632, 968, 792, 1167]
paragraph: ਕਮੇਟੀ ਨੇ ਇਹ ਵੀ ਕਿਹਾ ਹੈ ਕਿ ਵਿਸ਼ਵ ਦੀ ਕਾਨੂੰਨੀ ਤਵਾਰੀਖ ਵਿਚ ਅਵੱਸ਼ ਇਹ ਪਹਿਲਾ ਕੇਸ ਹੋਵੇਗਾ ਜਿਸ ਵਿਚ ਬਿਨਾਂ ਕਿਸੇ ਸਬੂਤ ਦੇ ਅਜਿਹੇ ਸਿਧਾਂਤਾਂ ਅਨੁਸਾਰ ਪਹਿਲਾਂ ਦੋਸ਼ ਸਿੱਧ ਕੀਤੇ ਜਾਣ ਦੀ ਲੋੜ ਹੈ ਪਰ ਤਰਾਈ ਦੇ ਸਿੱਖਾਂ ਦੇ ਮਾਮਲੇ ਵਿਚ ਜਾਪਦਾ ਹੈ ਕਿ ਕਾਨੂੰਨੀ ਪ੍ਰਕ੍ਰਿਆ ਛਿੱਕੇ ਤੇ ਟੰਗੀ ਗਈ ਹੈ।: [802, 975, 956, 1104]
